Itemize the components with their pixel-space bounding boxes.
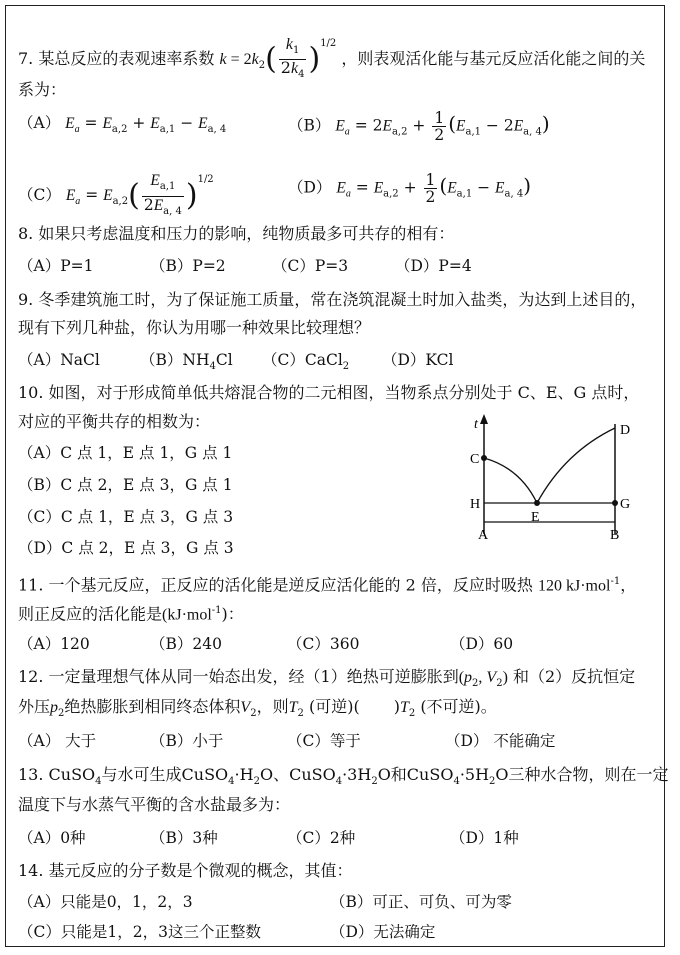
q8-option-b: （B）P=2 bbox=[150, 257, 226, 275]
q7-option-b: （B） $E_a = 2E_{a,2}$ + $\frac{1}{2}$ $(E_{a,1} - 2E_{a, 4})$ bbox=[288, 109, 550, 144]
q10-stem-line1: 10. 如图，对于形成简单低共熔混合物的二元相图，当物系点分别处于 C、E、G 点时， bbox=[18, 383, 640, 402]
q14-option-d: （D）无法确定 bbox=[330, 923, 436, 941]
q11-stem-line2: 则正反应的活化能是(kJ·mol$^{-1}$)： bbox=[18, 604, 244, 624]
label-g: G bbox=[620, 497, 631, 512]
q7-option-c: （C） $E_a = E_{a,2}$( $\frac{E_{a,1}}{2E_{a, 4}}$ )$^{1/2}$ bbox=[18, 172, 214, 217]
q8-option-c: （C）P=3 bbox=[272, 257, 349, 275]
label-t: t bbox=[474, 417, 478, 432]
q9-option-a: （A）NaCl bbox=[18, 351, 100, 369]
q10-stem-line2: 对应的平衡共存的相数为： bbox=[18, 412, 211, 431]
q13-stem-line1: 13. CuSO$_4$与水可生成$CuSO_4\cdot H_2O$、$CuSO_4\cdot 3H_2O$和$CuSO_4\cdot 5H_2O$三种水合物，则在一定 bbox=[18, 765, 669, 788]
q13-option-a: （A）0种 bbox=[18, 829, 86, 847]
q13-stem-line2: 温度下与水蒸气平衡的含水盐最多为： bbox=[18, 795, 291, 814]
q7-option-d: （D） $E_a = E_{a,2}$ + $\frac{1}{2}$ $(E_{a,1} - E_{a, 4})$ bbox=[288, 171, 531, 206]
q9-option-c: （C）CaCl$_2$ bbox=[262, 351, 350, 373]
q10-option-d: （D）C 点 2，E 点 3，G 点 3 bbox=[18, 539, 234, 557]
q7-stem-text-2: ，则表观活化能与基元反应活化能之间的关 bbox=[341, 49, 646, 68]
q10-option-b: （B）C 点 2，E 点 3，G 点 1 bbox=[18, 476, 233, 494]
q14-stem: 14. 基元反应的分子数是个微观的概念，其值： bbox=[18, 861, 353, 880]
q7-stem-line2: 系为： bbox=[18, 80, 67, 99]
liquidus-left bbox=[484, 458, 537, 503]
point-c bbox=[481, 455, 487, 461]
label-b: B bbox=[610, 528, 620, 543]
q14-option-b: （B）可正、可负、可为零 bbox=[330, 893, 512, 911]
q10-option-c: （C）C 点 1，E 点 3，G 点 3 bbox=[18, 508, 234, 526]
q12-option-d: （D） 不能确定 bbox=[445, 732, 556, 750]
q14-option-a: （A）只能是0，1，2，3 bbox=[18, 893, 193, 911]
liquidus-right bbox=[537, 428, 615, 503]
q8-stem: 8. 如果只考虑温度和压力的影响，纯物质最多可共存的相有： bbox=[18, 224, 455, 243]
q13-option-b: （B）3种 bbox=[150, 829, 218, 847]
q12-option-c: （C）等于 bbox=[287, 732, 361, 750]
label-a: A bbox=[478, 528, 489, 543]
label-d: D bbox=[620, 423, 631, 438]
q11-stem-line1: 11. 一个基元反应，正反应的活化能是逆反应活化能的 2 倍，反应时吸热 120 kJ·mol$^{-1}$， bbox=[18, 575, 637, 595]
q7-rate-formula: k bbox=[219, 51, 227, 68]
q8-option-a: （A）P=1 bbox=[18, 257, 94, 275]
q11-heat-value: 120 kJ·mol bbox=[537, 577, 611, 595]
q14-option-c: （C）只能是1，2，3这三个正整数 bbox=[18, 923, 261, 941]
label-c: C bbox=[470, 452, 480, 467]
q11-option-b: （B）240 bbox=[150, 635, 222, 653]
q11-option-d: （D）60 bbox=[450, 635, 514, 653]
label-e: E bbox=[531, 510, 540, 525]
t-axis-arrow bbox=[480, 414, 488, 424]
q9-option-b: $(B)NH_4Cl$ bbox=[140, 351, 233, 373]
q9-stem-line2: 现有下列几种盐，你认为用哪一种效果比较理想？ bbox=[18, 318, 371, 337]
q7-stem-text: 7. 某总反应的表观速率系数 bbox=[18, 49, 215, 68]
q10-option-a: （A）C 点 1，E 点 1，G 点 1 bbox=[18, 444, 233, 462]
q12-option-a: （A） 大于 bbox=[18, 732, 97, 750]
point-g bbox=[612, 500, 618, 506]
q11-option-a: （A）120 bbox=[18, 635, 90, 653]
q11-option-c: （C）360 bbox=[287, 635, 360, 653]
point-e bbox=[534, 500, 540, 506]
q9-stem-line1: 9. 冬季建筑施工时，为了保证施工质量，常在浇筑混凝土时加入盐类，为达到上述目的， bbox=[18, 290, 647, 309]
q13-option-c: （C）2种 bbox=[287, 829, 356, 847]
q11-unit: (kJ·mol bbox=[162, 606, 212, 624]
q13-option-d: （D）1种 bbox=[450, 829, 519, 847]
q9-option-d: （D）KCl bbox=[382, 351, 454, 369]
q7-stem-line1: 7. 某总反应的表观速率系数 $k = 2k_2$( $\frac{k_1}{2k_4}$ )$^{1/2}$ ，则表观活化能与基元反应活化能之间的关 bbox=[18, 35, 646, 81]
q8-option-d: （D）P=4 bbox=[395, 257, 472, 275]
q12-stem-line1: 12. 一定量理想气体从同一始态出发，经（1）绝热可逆膨胀到($p_2$, $V_2$) 和（2）反抗恒定 bbox=[18, 667, 636, 690]
q7-option-a: （A） $E_a = E_{a,2} + E_{a,1} - E_{a, 4}$ bbox=[18, 114, 227, 136]
phase-diagram bbox=[465, 412, 645, 547]
label-h: H bbox=[470, 497, 481, 512]
q12-option-b: （B）小于 bbox=[150, 732, 224, 750]
q12-stem-line2: 外压$p_2$绝热膨胀到相同终态体积$V_2$，则$T_2$ (可逆)( )$T_2$ (不可逆)。 bbox=[18, 697, 497, 720]
